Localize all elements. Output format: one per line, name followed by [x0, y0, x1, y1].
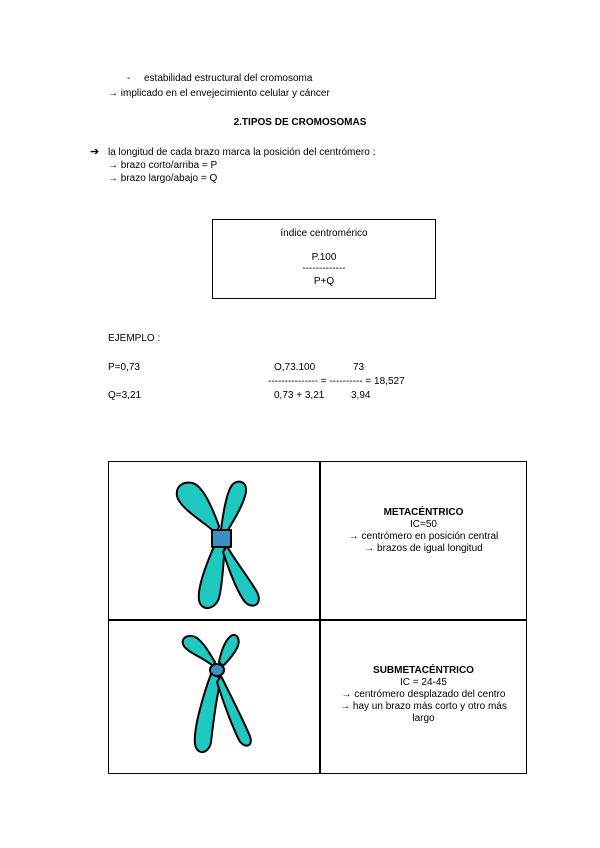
example-numerator-1: O,73.100	[274, 362, 316, 373]
formula-box	[212, 219, 436, 299]
example-fraction-bars: --------------- = ---------- = 18,527	[268, 376, 405, 387]
bullet-text-aging: → implicado en el envejecimiento celular y cáncer	[108, 88, 330, 99]
formula-denominator: P+Q	[313, 276, 335, 287]
formula-title: índice centromérico	[280, 228, 368, 239]
example-numerator-2: 73	[353, 362, 365, 373]
example-p-value: P=0,73	[108, 362, 140, 373]
formula-bar: -------------	[302, 263, 346, 274]
type-desc1-metacentric: → centrómero en posición central	[348, 531, 499, 542]
type-ic-metacentric: IC=50	[410, 519, 437, 530]
formula-numerator: P.100	[311, 252, 337, 263]
type-desc3-submetacentric: largo	[412, 713, 435, 724]
submetacentric-chromosome-icon	[169, 632, 279, 762]
type-desc2-metacentric: → brazos de igual longitud	[364, 543, 483, 554]
type-name-submetacentric: SUBMETACÉNTRICO	[373, 665, 474, 676]
arrow-bullet-icon: ➔	[90, 146, 100, 158]
intro-item-short-arm: → brazo corto/arriba = P	[108, 160, 218, 171]
metacentric-chromosome-icon	[169, 474, 279, 614]
table-divider-horizontal	[109, 619, 526, 621]
type-name-metacentric: METACÉNTRICO	[383, 507, 464, 518]
type-desc1-submetacentric: → centrómero desplazado del centro	[341, 689, 506, 700]
example-label: EJEMPLO :	[108, 333, 161, 344]
example-denominator-1: 0,73 + 3,21	[274, 390, 325, 401]
bullet-text-stability: estabilidad estructural del cromosoma	[144, 73, 313, 84]
type-desc2-submetacentric: → hay un brazo más corto y otro más	[340, 701, 507, 712]
intro-text: la longitud de cada brazo marca la posición del centrómero :	[108, 147, 376, 158]
chromosome-types-table	[108, 461, 527, 774]
bullet-dash: -	[127, 73, 131, 84]
example-denominator-2: 3,94	[351, 390, 371, 401]
example-q-value: Q=3,21	[108, 390, 142, 401]
type-ic-submetacentric: IC = 24-45	[400, 677, 447, 688]
intro-item-long-arm: → brazo largo/abajo = Q	[108, 173, 218, 184]
section-title: 2.TIPOS DE CROMOSOMAS	[233, 117, 367, 128]
